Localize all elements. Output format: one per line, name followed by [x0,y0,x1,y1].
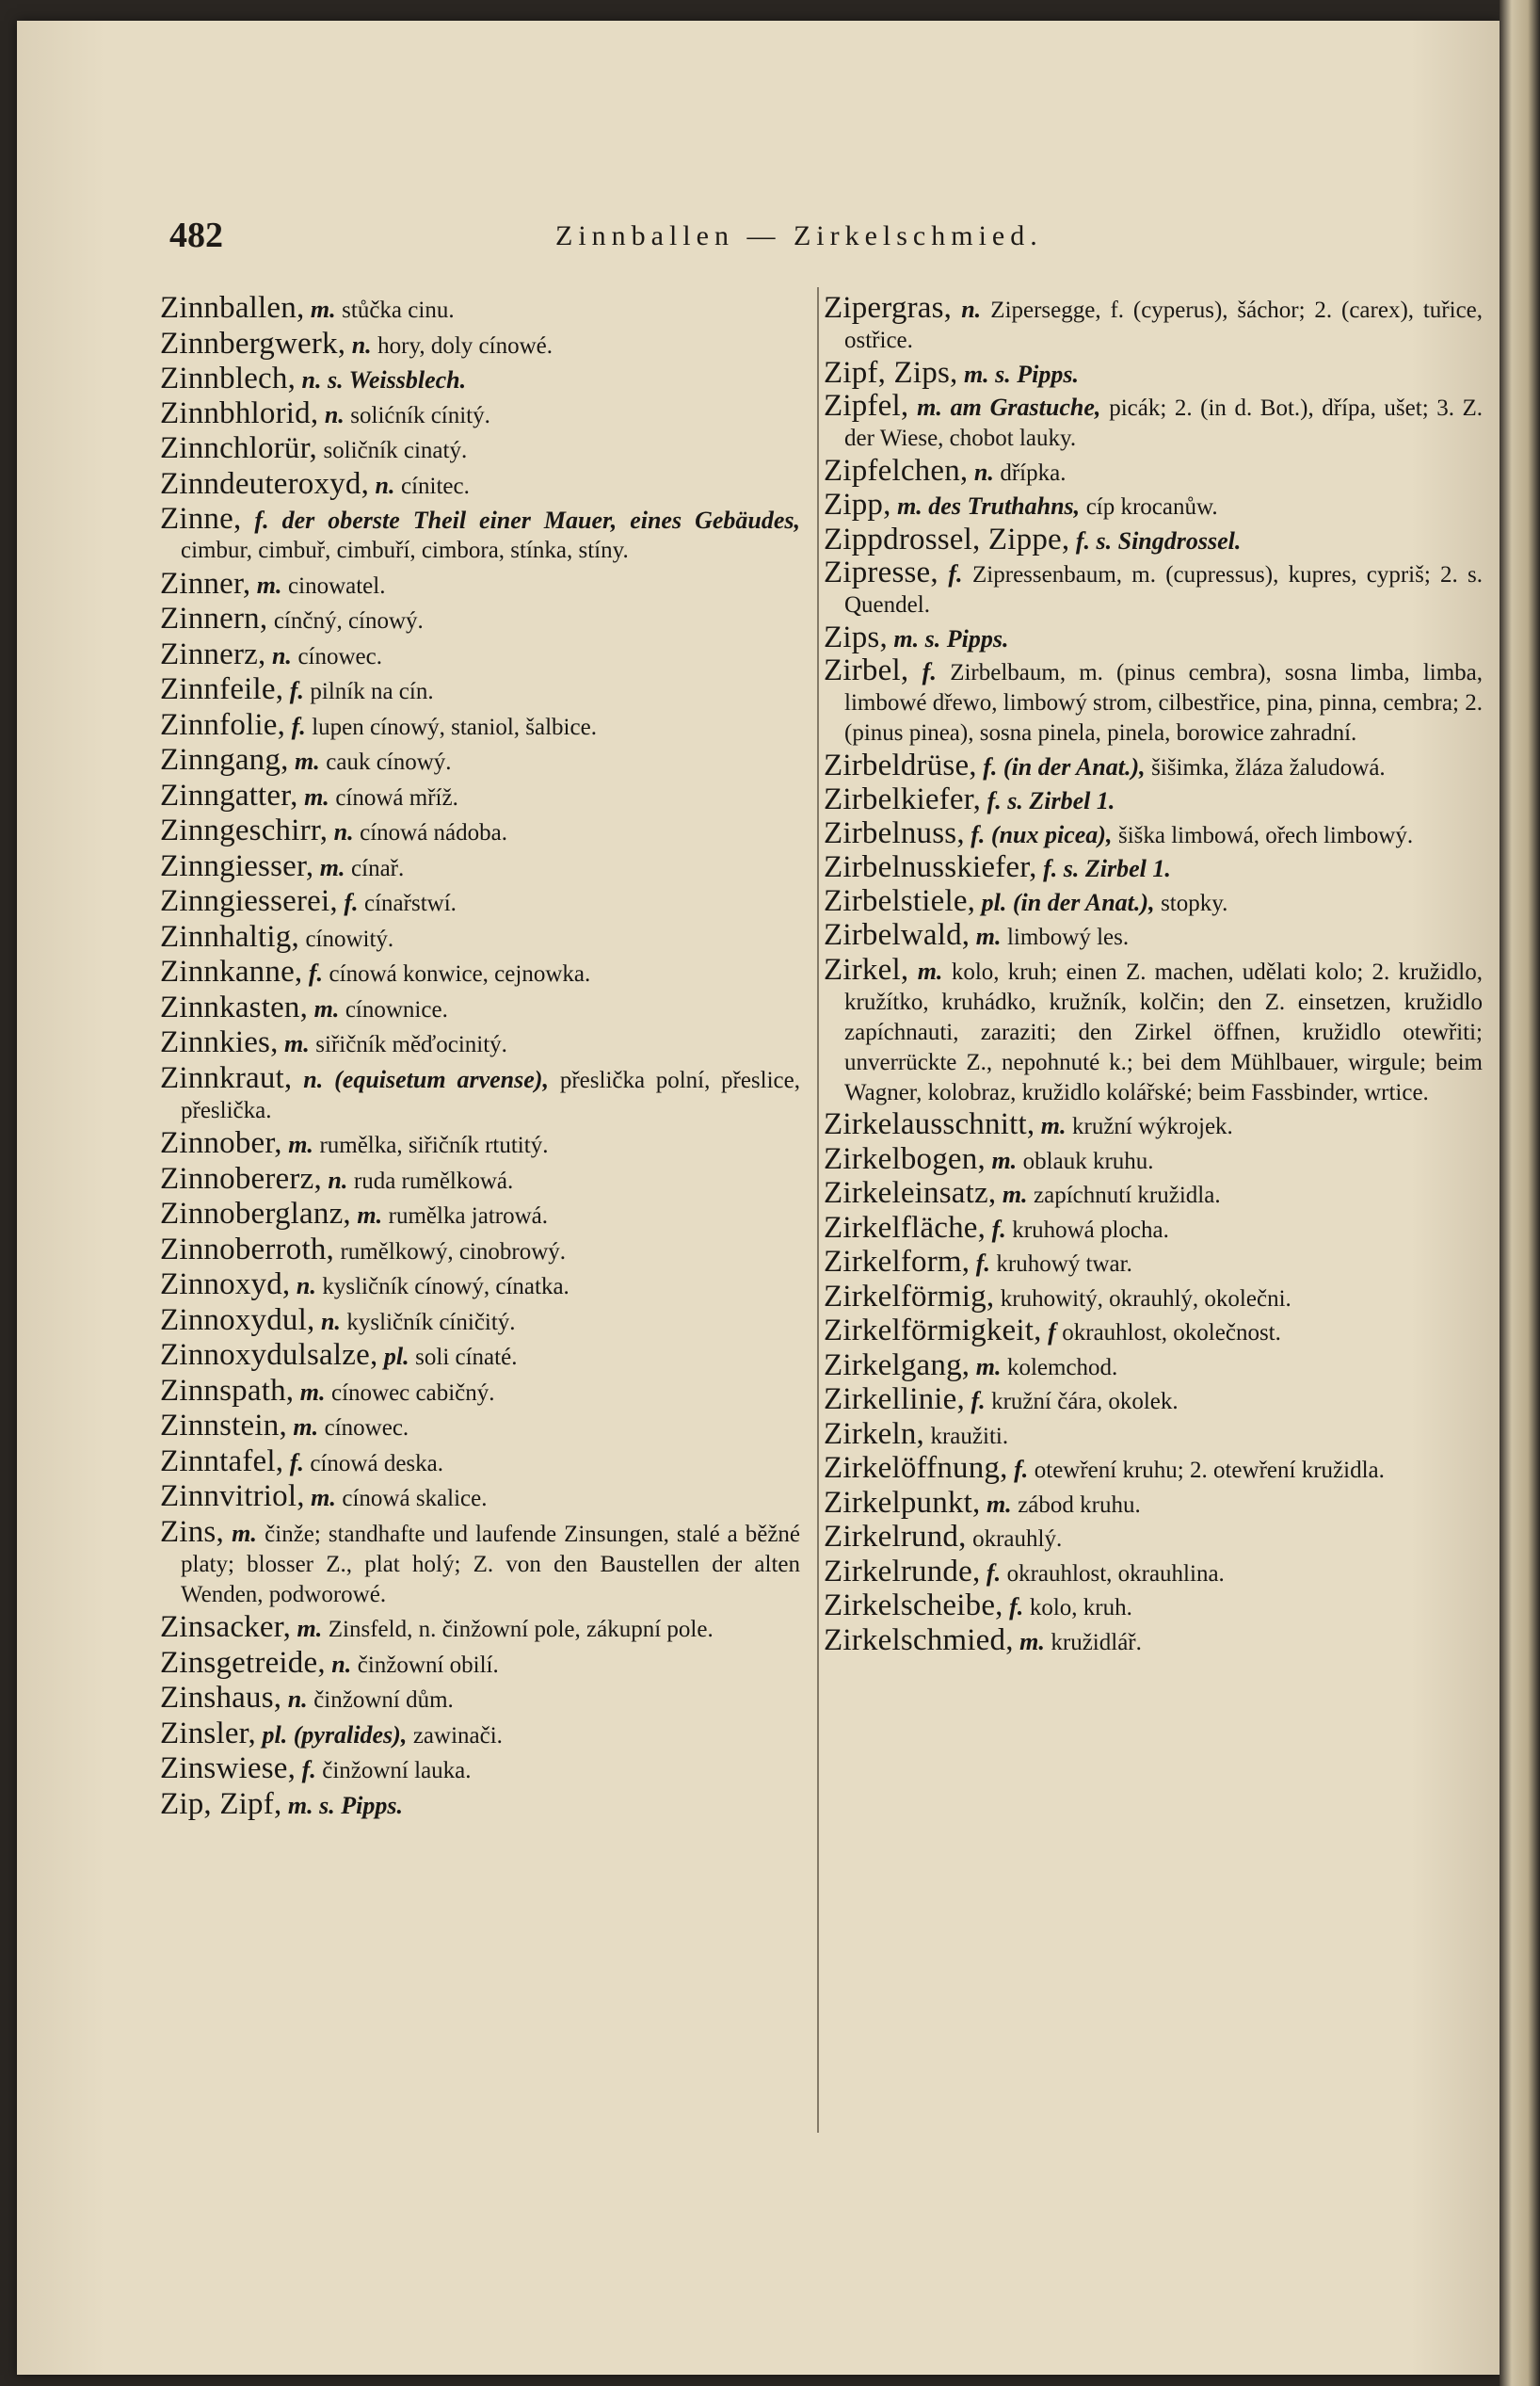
dictionary-entry [160,1786,800,1821]
entry-definition: kruhowá plocha. [1012,1217,1169,1243]
entry-grammar-label: n. [331,1650,352,1678]
dictionary-entry [160,743,800,777]
entry-definition: soličník cinatý. [323,438,468,463]
entry-headword: Zinngiesser, [160,848,314,883]
column-divider [817,287,819,2133]
entry-headword: Zirbelstiele, [824,883,976,918]
entry-grammar-label: m. [310,296,336,323]
entry-definition: činžowní dům. [313,1687,454,1713]
entry-grammar-label: n. [328,1166,348,1194]
entry-grammar-label: m. [1040,1112,1067,1139]
entry-headword: Zirkelausschnitt, [824,1107,1035,1141]
entry-definition: přeslička polní, přeslice, přeslička. [181,1067,800,1123]
entry-headword: Zippdrossel, Zippe, [824,522,1070,556]
dictionary-entry [824,1279,1483,1314]
dictionary-entry [824,291,1484,355]
entry-definition: cíp krocanůw. [1085,494,1218,520]
dictionary-entry [160,637,800,671]
entry-grammar-label: f. [1014,1456,1029,1483]
entry-definition: okrauhlost, okolečnost. [1062,1320,1281,1346]
dictionary-entry [824,748,1483,782]
dictionary-entry [824,488,1483,522]
dictionary-entry [160,291,800,325]
entry-headword: Zipp, [824,488,891,522]
entry-headword: Zinntafel, [160,1443,284,1478]
dictionary-entry [824,620,1483,654]
entry-definition: cínowá skalice. [342,1486,488,1511]
entry-definition: cínownice. [345,996,448,1023]
entry-headword: Zinnober, [160,1126,282,1160]
entry-grammar-label: n. s. Weissblech. [301,366,467,394]
entry-grammar-label: n. [271,641,292,669]
entry-headword: Zinsacker, [160,1610,292,1644]
entry-headword: Zinnkanne, [160,955,303,989]
entry-definition: ruda rumělkowá. [353,1168,514,1194]
entry-grammar-label: m. [293,1413,319,1441]
entry-grammar-label: f. [289,677,304,704]
entry-definition: oblauk kruhu. [1022,1148,1154,1174]
entry-grammar-label: f [1048,1318,1056,1346]
entry-grammar-label: n. [375,471,395,499]
entry-headword: Zirkelrunde, [824,1554,981,1588]
entry-definition: kolemchod. [1006,1354,1118,1380]
entry-headword: Zirkellinie, [824,1382,965,1416]
dictionary-entry [160,1645,800,1680]
entry-grammar-label: m. [319,853,345,881]
entry-definition: hory, doly cínowé. [377,332,553,359]
entry-grammar-label: n. [324,400,345,428]
entry-definition: pilník na cín. [310,679,434,704]
entry-definition: lupen cínowý, staniol, šalbice. [312,714,597,740]
entry-headword: Zirkelschmied, [824,1622,1014,1657]
entry-headword: Zinnchlorür, [160,431,317,465]
entry-definition: siřičník měďocinitý. [315,1032,507,1057]
dictionary-entry [160,707,800,742]
entry-grammar-label: n. [961,296,982,323]
entry-headword: Zins, [160,1514,224,1549]
dictionary-entry [824,558,1483,620]
entry-headword: Zinnbergwerk, [160,326,346,361]
dictionary-entry [160,816,800,847]
dictionary-entry [160,1411,800,1443]
entry-grammar-label: m. am Grastuche, [917,394,1101,421]
entry-definition: cínařstwí. [364,891,457,916]
dictionary-entry [824,850,1483,884]
entry-headword: Zirkel, [824,952,909,987]
entry-definition: cínitec. [401,473,470,499]
entry-definition: cínowá konwice, cejnowka. [329,961,591,987]
dictionary-entry [160,1302,800,1337]
entry-headword: Zinnoxyd, [160,1267,291,1301]
entry-grammar-label: m. [1002,1181,1028,1208]
entry-definition: limbowý les. [1006,925,1130,950]
entry-headword: Zinnern, [160,602,268,636]
entry-grammar-label: m. [975,1352,1002,1380]
entry-headword: Zinner, [160,566,251,601]
entry-grammar-label: n. [287,1685,308,1713]
entry-grammar-label: f. s. Zirbel 1. [1043,855,1171,882]
book-binding [1500,0,1540,2386]
entry-headword: Zinnstein, [160,1409,287,1443]
entry-grammar-label: f. [948,560,963,588]
entry-headword: Zirkelscheibe, [824,1588,1003,1622]
dictionary-entry [160,990,800,1024]
dictionary-entry [824,1107,1483,1141]
dictionary-entry [160,1479,800,1513]
entry-grammar-label: f. [301,1756,316,1783]
entry-headword: Zinnkasten, [160,990,309,1024]
entry-definition: cínowá nádoba. [360,820,507,846]
entry-headword: Zinnvitriol, [160,1479,305,1513]
entry-headword: Zirkelform, [824,1245,971,1279]
entry-definition: zawinači. [412,1722,503,1749]
dictionary-entry [160,566,800,601]
entry-definition: kruhowitý, okrauhlý, okolečni. [1000,1285,1291,1312]
entry-definition: činžowní obilí. [357,1652,499,1678]
dictionary-entry [160,778,800,813]
entry-grammar-label: m. [357,1201,383,1229]
dictionary-entry [824,782,1483,816]
dictionary-entry [160,1232,800,1266]
entry-definition: okrauhlý. [972,1526,1063,1552]
entry-grammar-label: f. [289,1448,304,1476]
entry-grammar-label: m. [256,571,282,599]
entry-definition: okrauhlost, okrauhlina. [1006,1560,1225,1587]
entry-grammar-label: f. s. Zirbel 1. [987,787,1115,814]
entry-definition: kolo, kruh; einen Z. machen, udělati kolo; 2. kružidlo, kružítko, kruhádko, kružník, kolčin; den Z. einsetzen, kružidlo zapíchnauti, zaraziti; den Zirkel öffnen, kružidlo otewřiti; unverrückte Z., nepohnuté k.; bei dem Mühlbauer, wirgule; beim Wagner, kolobraz, kružidlo kolářské; beim Fassbinder, wrtice. [844,959,1484,1105]
entry-headword: Zinne, [160,502,242,536]
dictionary-entry [824,918,1483,952]
entry-definition: činže; standhafte und laufende Zinsungen, stalé a běžné platy; blosser Z., plat holý; Z. von den Baustellen der alten Wenden, podworowé. [181,1521,801,1607]
dictionary-entry [824,453,1483,488]
page-header [169,215,1111,262]
dictionary-entry [160,1373,800,1408]
entry-headword: Zinswiese, [160,1751,297,1785]
dictionary-entry [824,1588,1483,1622]
entry-definition: Zirbelbaum, m. (pinus cembra), sosna limba, limba, limbowé dřewo, limbowý strom, cilbestřice, pina, pinna, cembra; 2. (pinus pinea), sosna pinela, pinela, borowice zahradní. [844,660,1484,746]
entry-grammar-label: f. s. Singdrossel. [1075,526,1242,555]
entry-headword: Zirbelnuss, [824,815,965,850]
entry-grammar-label: f. [922,658,937,685]
dictionary-entry [160,1197,800,1231]
entry-grammar-label: m. [304,782,329,811]
entry-headword: Zipfel, [824,389,909,423]
entry-definition: cínowá mříž. [335,784,458,811]
entry-definition: rumělka, siřičník rtutitý. [319,1133,549,1158]
entry-headword: Zinnoxydul, [160,1302,315,1337]
dictionary-entry [160,431,800,465]
entry-grammar-label: m. [986,1490,1012,1518]
entry-definition: cínowá deska. [310,1450,443,1476]
entry-headword: Zirkelförmigkeit, [824,1314,1042,1347]
entry-headword: Zinnfolie, [160,707,286,742]
entry-grammar-label: m. s. Pipps. [287,1791,403,1819]
entry-definition: zapíchnutí kružidla. [1034,1183,1221,1208]
dictionary-entry [824,522,1483,556]
dictionary-entry [824,1316,1483,1347]
entry-headword: Zinshaus, [160,1681,282,1715]
entry-definition: zábod kruhu. [1018,1491,1141,1518]
entry-grammar-label: n. [333,818,354,846]
entry-headword: Zinnerz, [160,637,266,671]
entry-grammar-label: pl. (in der Anat.), [981,888,1155,916]
dictionary-entry [160,395,800,430]
entry-grammar-label: m. [991,1146,1018,1174]
entry-headword: Zirkelpunkt, [824,1485,981,1520]
dictionary-entry [160,848,800,883]
dictionary-entry [160,919,800,954]
entry-headword: Zinndeuteroxyd, [160,466,370,501]
entry-definition: picák; 2. (in d. Bot.), dřípa, ušet; 3. Z. der Wiese, chobot lauky. [844,395,1484,451]
entry-headword: Zipergras, [824,291,953,325]
dictionary-entry [160,1060,800,1125]
entry-definition: šišimka, žláza žaludowá. [1151,754,1386,781]
entry-headword: Zirbelnusskiefer, [824,850,1037,884]
entry-grammar-label: f. [291,712,306,740]
dictionary-entry [824,815,1483,850]
dictionary-entry [160,884,800,918]
dictionary-entry [160,466,800,501]
page-number: 482 [169,216,223,255]
dictionary-entry [160,1126,800,1160]
entry-headword: Zinnoxydulsalze, [160,1338,378,1372]
entry-grammar-label: f. der oberste Theil einer Mauer, eines Gebäudes, [254,507,800,534]
running-head: Zinnballen — Zirkelschmied. [555,220,1043,251]
left-column [160,291,801,1824]
entry-definition: solićník cínitý. [350,402,490,428]
entry-definition: rumělkowý, cinobrowý. [340,1238,567,1265]
dictionary-entry [824,1416,1483,1451]
entry-definition: soli cínaté. [415,1345,518,1370]
dictionary-entry [160,1716,800,1750]
entry-definition: cimbur, cimbuř, cimbuří, cimbora, stínka, stíny. [181,538,629,563]
dictionary-entry [824,1210,1483,1245]
entry-grammar-label: m. [297,1615,323,1642]
entry-definition: kraužiti. [930,1423,1009,1449]
entry-grammar-label: m. [284,1030,310,1057]
entry-grammar-label: m. [288,1131,313,1158]
entry-grammar-label: m. [295,748,320,775]
entry-grammar-label: m. [975,923,1002,950]
dictionary-entry [824,355,1483,390]
entry-grammar-label: f. [991,1215,1006,1243]
entry-definition: cínowec. [324,1415,409,1441]
dictionary-entry [160,602,800,636]
dictionary-entry [160,1338,800,1372]
entry-grammar-label: f. [308,959,324,987]
dictionary-entry [160,326,800,361]
entry-definition: šiška limbowá, ořech limbowý. [1117,822,1414,848]
dictionary-entry [824,952,1484,1107]
entry-headword: Zinnballen, [160,291,305,325]
entry-headword: Zinsgetreide, [160,1645,326,1680]
entry-definition: stopky. [1161,890,1228,916]
entry-grammar-label: m. des Truthahns, [897,492,1081,520]
entry-headword: Zirkeleinsatz, [824,1176,997,1210]
entry-definition: cínowec cabičný. [330,1379,495,1406]
entry-grammar-label: m. s. Pipps. [963,360,1080,388]
entry-grammar-label: n. [320,1307,341,1335]
dictionary-entry [160,1610,800,1644]
dictionary-entry [160,1751,800,1785]
dictionary-entry [824,1245,1483,1279]
dictionary-entry [160,955,800,989]
entry-headword: Zinnkies, [160,1025,279,1059]
entry-grammar-label: f. [986,1558,1002,1587]
entry-headword: Zinngeschirr, [160,814,329,847]
entry-headword: Zipresse, [824,556,938,589]
entry-definition: Zipressenbaum, m. (cupressus), kupres, cypriš; 2. s. Quendel. [844,562,1483,618]
dictionary-entry [824,1382,1483,1416]
entry-definition: cínčný, cínowý. [273,608,424,634]
entry-grammar-label: m. [311,1484,336,1511]
dictionary-entry [160,1161,800,1196]
entry-headword: Zinnoberroth, [160,1232,334,1266]
dictionary-entry [824,1141,1483,1176]
entry-definition: dřípka. [1000,459,1067,486]
entry-definition: cínař. [351,855,405,881]
dictionary-entry [160,1025,800,1059]
dictionary-entry [160,502,800,565]
entry-headword: Zirkelöffnung, [824,1451,1008,1485]
dictionary-entry [824,883,1483,918]
entry-grammar-label: m. [917,957,943,985]
dictionary-entry [160,364,800,395]
entry-headword: Zinnbhlorid, [160,395,319,430]
entry-grammar-label: m. [1019,1627,1045,1655]
entry-headword: Zinnspath, [160,1373,295,1408]
dictionary-entry [824,1451,1483,1485]
entry-headword: Zirkelbogen, [824,1141,986,1176]
entry-grammar-label: pl. (pyralides), [262,1720,408,1749]
entry-grammar-label: m. s. Pipps. [893,624,1009,653]
entry-definition: kružní wýkrojek. [1072,1114,1233,1139]
right-column [824,291,1484,1660]
entry-headword: Zips, [824,620,888,654]
entry-headword: Zinnkraut, [160,1060,293,1095]
entry-headword: Zinnoberglanz, [160,1197,351,1231]
entry-headword: Zinngiesserei, [160,884,338,918]
entry-definition: cauk cínowý. [326,750,452,775]
dictionary-entry [824,1347,1483,1382]
entry-grammar-label: f. (in der Anat.), [983,752,1146,781]
entry-grammar-label: n. [973,458,994,486]
dictionary-entry [824,1176,1483,1210]
dictionary-entry [824,1520,1483,1554]
entry-definition: cínowitý. [305,926,394,952]
dictionary-entry [824,653,1484,748]
dictionary-entry [824,389,1484,453]
entry-grammar-label: f. [1009,1593,1024,1620]
entry-grammar-label: f. [344,889,359,916]
entry-grammar-label: m. [232,1519,257,1547]
entry-definition: kruhowý twar. [996,1251,1132,1277]
entry-headword: Zirkeln, [824,1416,924,1451]
dictionary-entry [160,1681,800,1715]
entry-headword: Zirkelrund, [824,1520,967,1554]
entry-headword: Zirbel, [824,653,909,687]
entry-definition: cínowec. [297,643,382,669]
entry-headword: Zirkelgang, [824,1347,971,1382]
entry-definition: cinowatel. [288,572,386,599]
entry-definition: kružidlář. [1051,1629,1142,1655]
entry-definition: stůčka cinu. [342,298,455,323]
entry-headword: Zinnblech, [160,362,297,395]
entry-headword: Zinnobererz, [160,1161,322,1196]
entry-definition: Zipersegge, f. (cyperus), šáchor; 2. (carex), tuřice, ostřice. [844,298,1484,353]
entry-grammar-label: n. (equisetum arvense), [303,1065,549,1093]
dictionary-entry [824,1622,1483,1657]
entry-definition: kolo, kruh. [1029,1595,1132,1620]
dictionary-entry [824,1554,1483,1588]
entry-headword: Zirbeldrüse, [824,748,977,782]
dictionary-entry [160,672,800,706]
entry-headword: Zinngatter, [160,778,298,813]
entry-definition: kružní čára, okolek. [991,1389,1179,1414]
entry-headword: Zirkelförmig, [824,1279,995,1314]
entry-definition: rumělka jatrowá. [388,1203,548,1229]
entry-headword: Zirkelfläche, [824,1210,987,1245]
entry-grammar-label: f. [975,1249,990,1277]
entry-grammar-label: f. (nux picea), [971,820,1113,848]
entry-definition: činžowní lauka. [322,1758,472,1783]
entry-definition: Zinsfeld, n. činžowní pole, zákupní pole. [328,1617,714,1642]
entry-headword: Zinsler, [160,1716,257,1750]
entry-grammar-label: m. [313,994,340,1023]
entry-definition: kysličník cíničitý. [346,1309,516,1335]
dictionary-entry [160,1443,800,1478]
entry-definition: kysličník cínowý, cínatka. [322,1274,569,1299]
dictionary-entry [160,1267,800,1301]
entry-grammar-label: n. [296,1272,316,1299]
entry-grammar-label: m. [299,1378,326,1406]
entry-headword: Zinnhaltig, [160,919,299,954]
entry-headword: Zip, Zipf, [160,1786,282,1821]
entry-headword: Zinnfeile, [160,672,284,706]
entry-headword: Zipf, Zips, [824,355,958,390]
entry-definition: otewření kruhu; 2. otewření kružidla. [1034,1458,1385,1483]
entry-headword: Zirbelkiefer, [824,782,982,816]
entry-headword: Zipfelchen, [824,453,969,488]
dictionary-entry [824,1485,1483,1520]
entry-grammar-label: pl. [383,1343,409,1370]
entry-headword: Zirbelwald, [824,918,971,952]
entry-grammar-label: n. [351,330,372,359]
entry-grammar-label: f. [971,1387,986,1414]
entry-headword: Zinngang, [160,743,289,777]
dictionary-entry [160,1514,801,1609]
